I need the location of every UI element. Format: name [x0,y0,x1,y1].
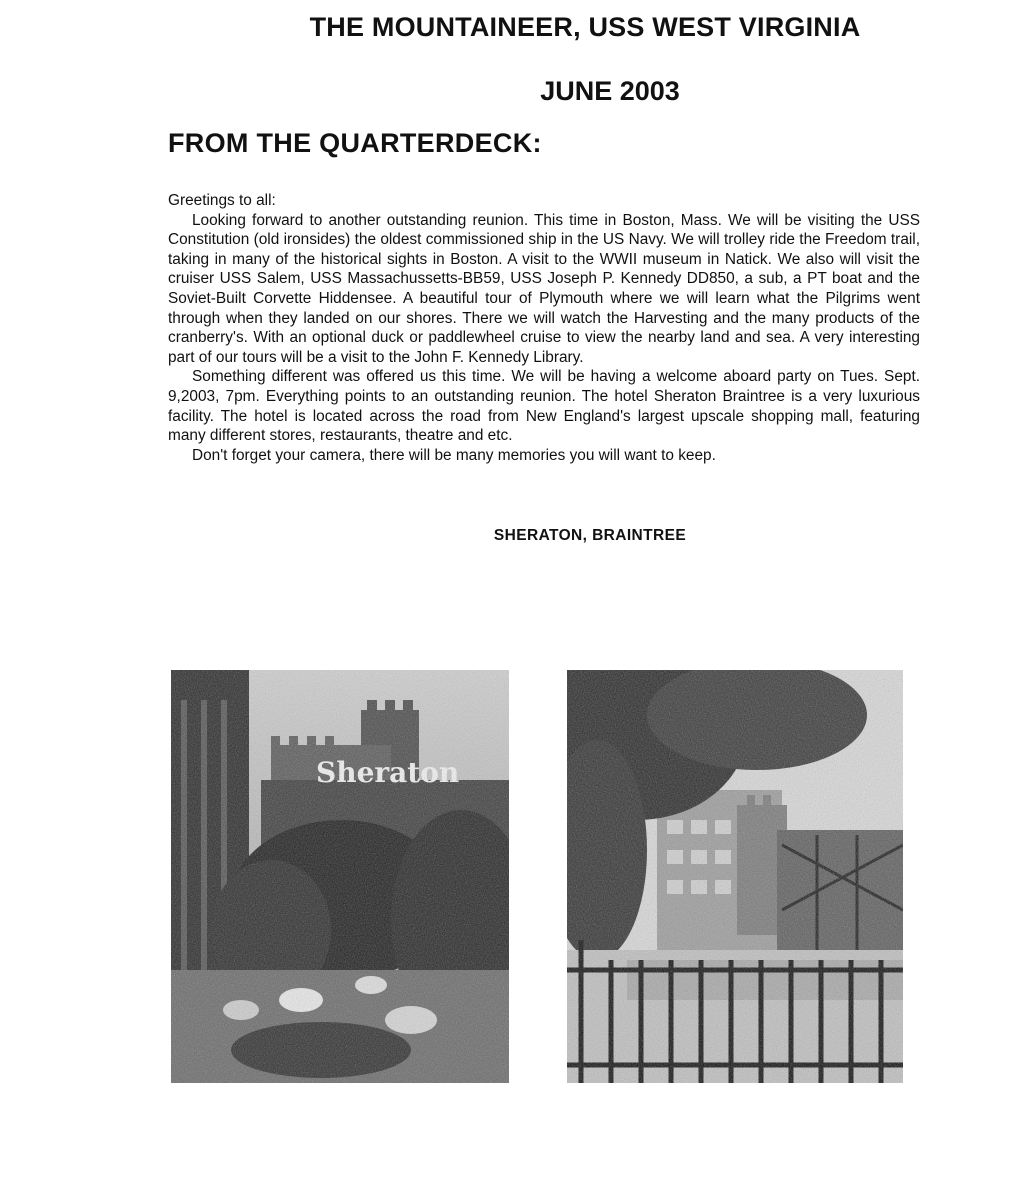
letter-paragraph: Looking forward to another outstanding reunion. This time in Boston, Mass. We will be visiting the USS Constitution (old ironsides) the oldest commissioned ship in the US Navy. We will trolley ride the Freedom trail, taking in many of the historical sights in Boston. A visit to the WWII museum in Natick. We also will visit the cruiser USS Salem, USS Massachussetts-BB59, USS Joseph P. Kennedy DD850, a sub, a PT boat and the Soviet-Built Corvette Hiddensee. A beautiful tour of Plymouth where we will learn what the Pilgrims went through when they landed on our shores. There we will watch the Harvesting and the many products of the cranberry's. With an optional duck or paddlewheel cruise to view the nearby land and sea. A very interesting part of our tours will be a visit to the John F. Kennedy Library. [168,211,920,366]
issue-date: JUNE 2003 [540,76,680,106]
hotel-courtyard-photo [567,670,903,1083]
hotel-exterior-photo [171,670,509,1083]
photo-caption: SHERATON, BRAINTREE [493,527,687,544]
letter-paragraph: Don't forget your camera, there will be many memories you will want to keep. [192,446,716,464]
greeting-line: Greetings to all: [168,192,276,209]
hotel-courtyard-image [567,670,903,1083]
letter-body [168,191,920,465]
hotel-exterior-image [171,670,509,1083]
letter-paragraph: Something different was offered us this time. We will be having a welcome aboard party on Tues. Sept. 9,2003, 7pm. Everything points to an outstanding reunion. The hotel Sheraton Braintree is a very luxurious facility. The hotel is located across the road from New England's largest upscale shopping mall, featuring many different stores, restaurants, theatre and etc. [168,368,920,445]
newsletter-title: THE MOUNTAINEER, USS WEST VIRGINIA [309,12,861,42]
section-heading: FROM THE QUARTERDECK: [168,128,542,158]
